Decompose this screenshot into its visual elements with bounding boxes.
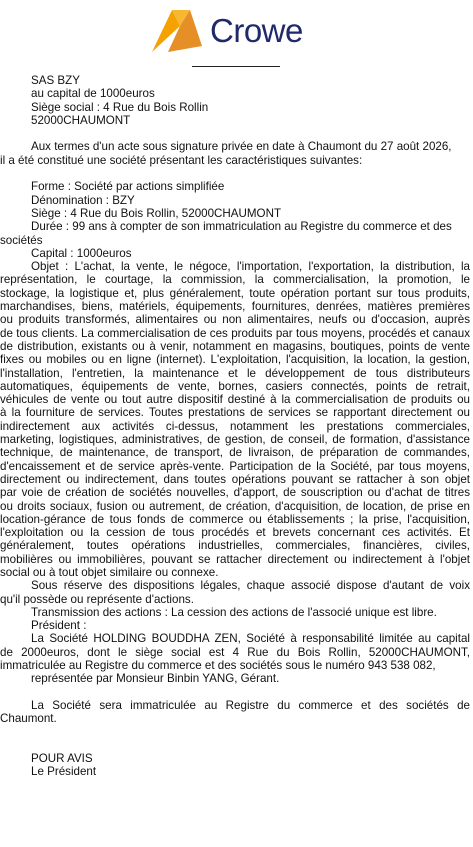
detail-capital: Capital : 1000euros (31, 246, 132, 260)
president-line: immatriculée au Registre du commerce et des sociétés sous le numéro 943 538 082, (0, 659, 436, 673)
immatriculation-line: Chaumont. (0, 712, 57, 726)
header-divider (192, 66, 280, 67)
objet-line: à la fourniture de services. Toutes prestations de services se rapportant directement ou (0, 406, 470, 420)
president-label: Président : (31, 619, 87, 633)
logo-wordmark: Crowe (210, 12, 303, 49)
voix-line: Sous réserve des dispositions légales, chaque associé dispose d'autant de voix (31, 579, 470, 593)
pour-avis: POUR AVIS (31, 752, 93, 766)
objet-line: véhicules de vente ou tout autre dispositif destiné à la commercialisation de produits ou (0, 393, 470, 407)
company-siege: Siège social : 4 Rue du Bois Rollin (31, 100, 209, 114)
voix-line: qu'il possède ou représente d'actions. (0, 592, 194, 606)
detail-forme: Forme : Société par actions simplifiée (31, 180, 225, 194)
detail-duree-cont: sociétés (0, 233, 43, 247)
objet-line: ou produits transformés, alimentaires ou non alimentaires, neufs ou d'occasion, auprès (0, 313, 470, 327)
objet-line: marketing, logistiques, administratives, de gestion, de conseil, de formation, d'assistance (0, 433, 470, 447)
crowe-logo (150, 6, 310, 54)
objet-line: ou droits sociaux, fusion ou autrement, de création, d'acquisition, de location, de prise en (0, 499, 470, 513)
company-city: 52000CHAUMONT (31, 113, 131, 127)
president-line: La Société HOLDING BOUDDHA ZEN, Société à responsabilité limitée au capital (31, 632, 470, 646)
intro-line: Aux termes d'un acte sous signature privée en date à Chaumont du 27 août 2026, (31, 140, 452, 154)
transmission-line: Transmission des actions : La cession des actions de l'associé unique est libre. (31, 605, 437, 619)
crowe-triangle-icon (150, 6, 206, 54)
immatriculation-line: La Société sera immatriculée au Registre du commerce et des sociétés de (31, 698, 470, 712)
objet-line: l'exploitation ou la cession de tous procédés et brevets concernant ces activités. Et (0, 526, 470, 540)
detail-duree: Durée : 99 ans à compter de son immatriculation au Registre du commerce et des (31, 220, 452, 234)
detail-siege: Siège : 4 Rue du Bois Rollin, 52000CHAUMONT (31, 206, 282, 220)
detail-denomination: Dénomination : BZY (31, 193, 135, 207)
objet-line: de distribution, existants ou à venir, notamment en magasins, boutiques, points de vente (0, 339, 470, 353)
president-line: de 2000euros, dont le siège social est 4 Rue du Bois Rollin, 52000CHAUMONT, (0, 645, 470, 659)
objet-line: stockage, la logistique et, plus généralement, toute opération portant sur tous produits, (0, 286, 470, 300)
objet-line: marchandises, biens, matériels, équipements, fournitures, denrées, matières premières (0, 300, 470, 314)
company-name: SAS BZY (31, 74, 80, 87)
represented-line: représentée par Monsieur Binbin YANG, Gérant. (31, 672, 280, 686)
objet-line: mobilières ou immobilières, pouvant se rattacher directement ou indirectement à l'objet (0, 552, 470, 566)
objet-line: automatiques, équipements de vente, bornes, casiers connectés, points de retrait, (0, 379, 470, 393)
objet-line: d'encaissement et de service après-vente. Participation de la Société, par tous moyens, (0, 459, 470, 473)
objet-line: généralement, toutes opérations industrielles, commerciales, financières, civiles, (0, 539, 470, 553)
objet-line: fixes ou mobiles ou en ligne (internet). L'exploitation, l'acquisition, la location, la gestion, (0, 353, 470, 367)
objet-line: par voie de création de sociétés nouvelles, d'apport, de souscription ou d'achat de titres (0, 486, 470, 500)
objet-line: représentation, le courtage, la commission, la commercialisation, la promotion, le (0, 273, 470, 287)
company-capital: au capital de 1000euros (31, 87, 155, 101)
signatory: Le Président (31, 765, 97, 779)
objet-line: location-gérance de tous fonds de commerce ou établissements ; la prise, l'acquisition, (0, 512, 470, 526)
legal-notice (0, 74, 473, 779)
objet-line: social ou à tout objet similaire ou connexe. (0, 565, 219, 579)
objet-line: Objet : L'achat, la vente, le négoce, l'importation, l'exportation, la distribution, la (31, 260, 470, 274)
objet-line: l'installation, l'entretien, la maintenance et le développement de tous distributeurs (0, 366, 470, 380)
objet-line: directement ou indirectement, dans toutes opérations pouvant se rattacher à son objet (0, 472, 470, 486)
intro-line: il a été constitué une société présentant les caractéristiques suivantes: (0, 153, 363, 167)
objet-line: de tous clients. La commercialisation de ces produits par tous moyens, procédés et canaux (0, 326, 470, 340)
objet-line: indirectement aux activités ci-dessus, notamment les prestations commerciales, (0, 419, 470, 433)
objet-line: technique, de maintenance, de transport, de livraison, de préparation de commandes, (0, 446, 470, 460)
